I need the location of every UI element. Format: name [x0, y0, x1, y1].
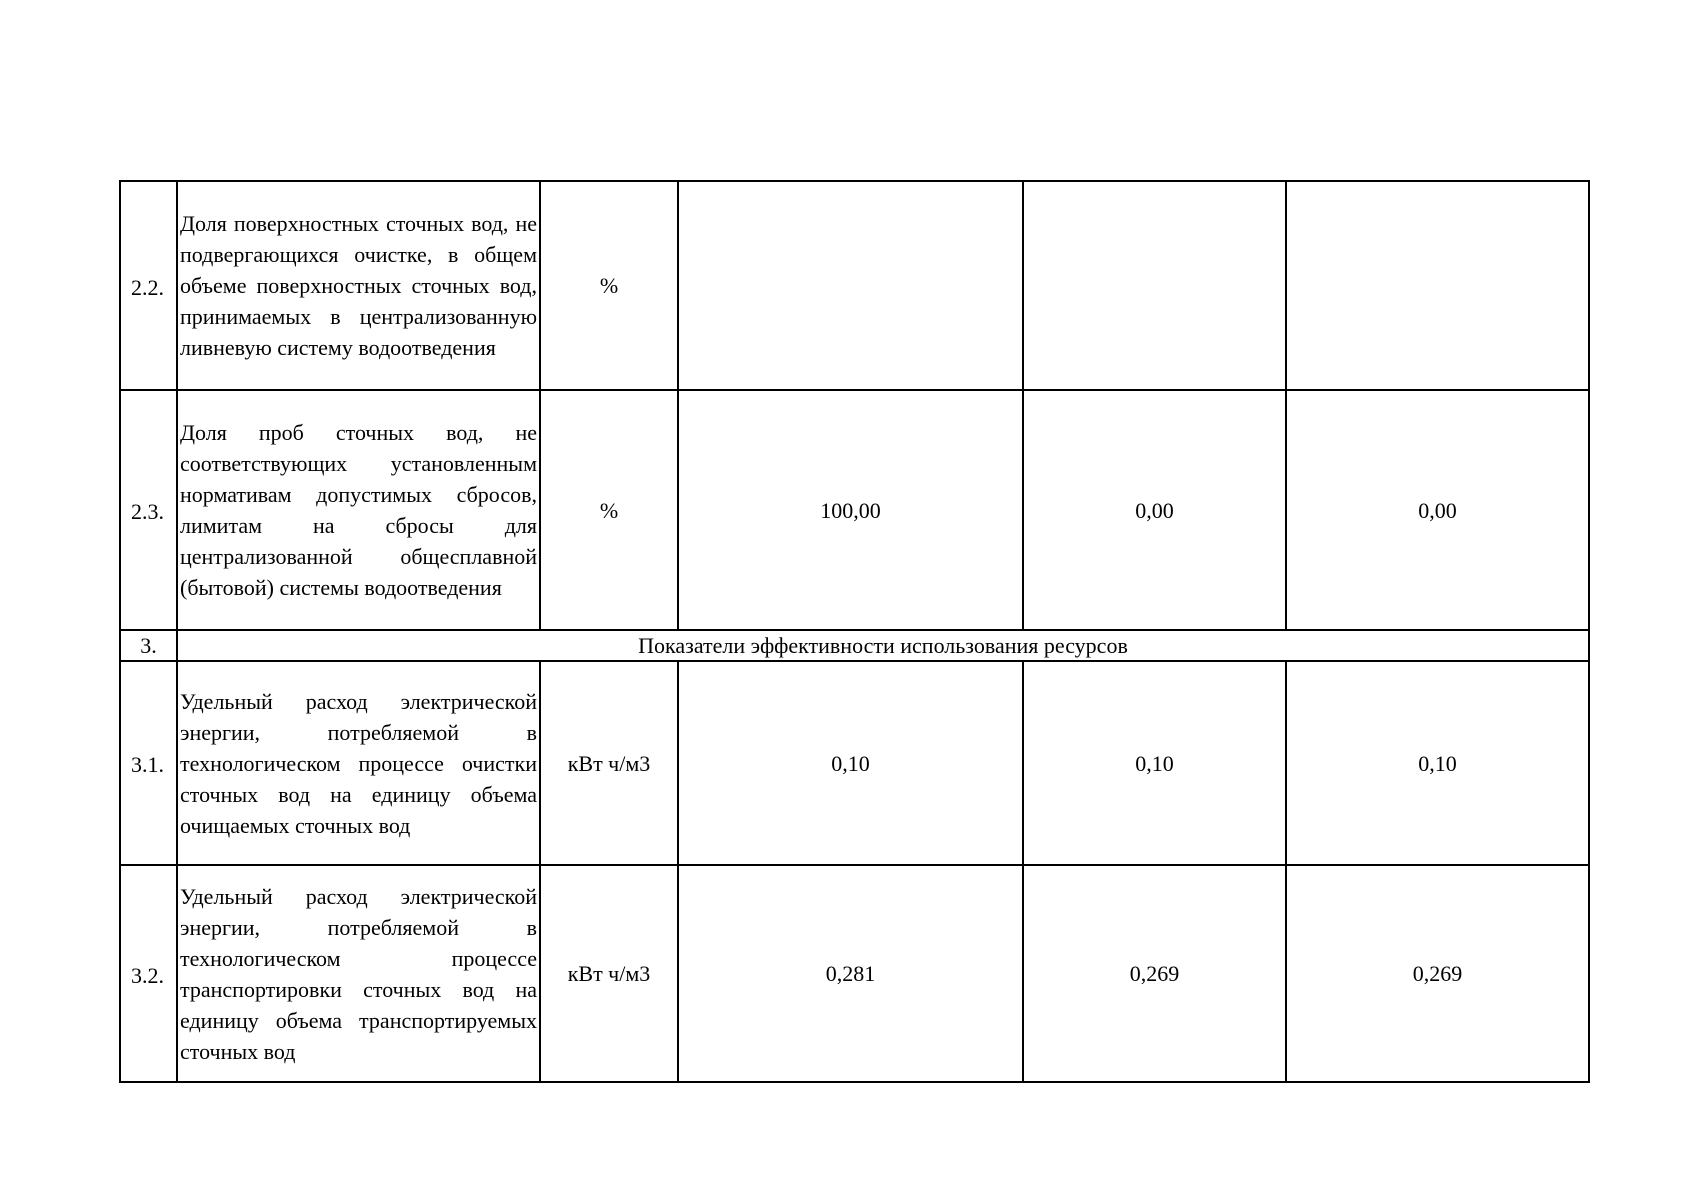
value-cell: 0,00 — [1023, 390, 1286, 630]
indicators-table — [119, 180, 1590, 1083]
unit-cell: % — [540, 181, 678, 390]
indicator-name: Удельный расход электрической энергии, потребляемой в технологическом процессе транспортировки сточных вод на единицу объема транспортируемых сточных вод — [177, 865, 540, 1082]
value-cell: 100,00 — [678, 390, 1023, 630]
unit-cell: % — [540, 390, 678, 630]
value-cell: 0,10 — [1023, 661, 1286, 865]
table-row — [120, 865, 1589, 1082]
table-row — [120, 661, 1589, 865]
table-row — [120, 390, 1589, 630]
indicator-name: Удельный расход электрической энергии, потребляемой в технологическом процессе очистки сточных вод на единицу объема очищаемых сточных вод — [177, 661, 540, 865]
indicator-name: Доля проб сточных вод, не соответствующих установленным нормативам допустимых сбросов, лимитам на сбросы для централизованной общесплавной (бытовой) системы водоотведения — [177, 390, 540, 630]
value-cell: 0,281 — [678, 865, 1023, 1082]
row-number: 3.1. — [120, 661, 177, 865]
value-cell: 0,00 — [1286, 390, 1589, 630]
table-row — [120, 181, 1589, 390]
row-number: 2.2. — [120, 181, 177, 390]
row-number: 2.3. — [120, 390, 177, 630]
value-cell — [1023, 181, 1286, 390]
section-title: Показатели эффективности использования ресурсов — [177, 630, 1589, 661]
value-cell — [1286, 181, 1589, 390]
value-cell: 0,269 — [1286, 865, 1589, 1082]
value-cell: 0,10 — [1286, 661, 1589, 865]
unit-cell: кВт ч/м3 — [540, 661, 678, 865]
value-cell: 0,10 — [678, 661, 1023, 865]
row-number: 3.2. — [120, 865, 177, 1082]
section-number: 3. — [120, 630, 177, 661]
unit-cell: кВт ч/м3 — [540, 865, 678, 1082]
section-row — [120, 630, 1589, 661]
indicator-name: Доля поверхностных сточных вод, не подвергающихся очистке, в общем объеме поверхностных сточных вод, принимаемых в централизованную ливневую систему водоотведения — [177, 181, 540, 390]
value-cell: 0,269 — [1023, 865, 1286, 1082]
value-cell — [678, 181, 1023, 390]
